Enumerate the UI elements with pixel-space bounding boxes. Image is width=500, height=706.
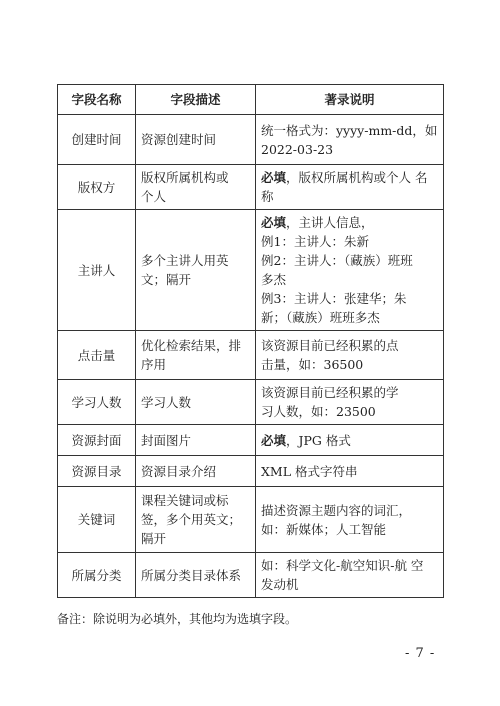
cataloging-note-cell (256, 553, 444, 598)
header-field-name: 字段名称 (58, 85, 136, 115)
field-desc-line: 文；隔开 (141, 272, 192, 287)
cataloging-note-line (261, 575, 438, 594)
note-text: 例2：主讲人：（藏族）班班 (261, 253, 413, 268)
field-name-cell: 资源目录 (58, 456, 136, 487)
field-desc-cell (136, 487, 256, 553)
note-text: 发动机 (261, 577, 299, 592)
table-row (58, 456, 444, 487)
cataloging-note-line (261, 270, 438, 289)
cataloging-note-line (261, 140, 438, 159)
note-text: ，版权所属机构或个人 名 (286, 170, 428, 185)
note-text: 该资源目前已经积累的学 (261, 385, 399, 400)
header-field-desc: 字段描述 (136, 85, 256, 115)
field-desc-line: 版权所属机构或 (141, 170, 229, 185)
required-marker: 必填 (261, 432, 287, 448)
note-text: 2022-03-23 (261, 141, 334, 157)
cataloging-note-cell (256, 115, 444, 165)
field-desc-cell (136, 553, 256, 598)
cataloging-note-line (261, 251, 438, 270)
cataloging-note-line (261, 308, 438, 327)
note-text: 例3：主讲人：张建华；朱 (261, 291, 407, 306)
note-text: 击量，如：36500 (261, 357, 364, 372)
required-marker: 必填 (261, 215, 287, 230)
note-text: 例1：主讲人：朱新 (261, 234, 369, 249)
required-marker: 必填 (261, 170, 287, 185)
note-text: 如：科学文化-航空知识-航 空 (261, 558, 424, 573)
field-desc-cell (136, 115, 256, 165)
table-row (58, 380, 444, 425)
note-text: 称 (261, 189, 274, 204)
field-name-cell: 版权方 (58, 165, 136, 210)
field-desc-line: 所属分类目录体系 (141, 567, 242, 583)
cataloging-note-line (261, 355, 438, 374)
cataloging-note-cell (256, 487, 444, 553)
cataloging-note-cell (256, 425, 444, 456)
field-desc-cell (136, 456, 256, 487)
note-text: 描述资源主题内容的词汇， (261, 502, 412, 518)
table-row (58, 553, 444, 598)
field-desc-line: 资源创建时间 (141, 132, 217, 147)
cataloging-note-line (261, 168, 438, 187)
cataloging-note-line (261, 121, 438, 140)
field-name-cell: 主讲人 (58, 210, 136, 331)
field-desc-line: 课程关键词或标 (141, 493, 229, 508)
field-name-cell: 所属分类 (58, 553, 136, 598)
note-text: ，主讲人信息， (286, 215, 374, 230)
cataloging-note-line (261, 501, 438, 520)
metadata-table (57, 84, 444, 598)
cataloging-note-line (261, 556, 438, 575)
cataloging-note-cell (256, 331, 444, 380)
field-desc-line: 多个主讲人用英 (141, 253, 229, 268)
cataloging-note-line (261, 462, 438, 481)
table-row (58, 331, 444, 380)
cataloging-note-line (261, 187, 438, 206)
cataloging-note-line (261, 232, 438, 251)
field-desc-cell (136, 210, 256, 331)
field-name-cell: 点击量 (58, 331, 136, 380)
note-text: ，JPG 格式 (286, 432, 351, 448)
note-text: 统一格式为：yyyy-mm-dd，如 (261, 122, 438, 138)
table-row (58, 487, 444, 553)
cataloging-note-line (261, 520, 438, 539)
page-number: - 7 - (405, 646, 436, 661)
field-name-cell: 创建时间 (58, 115, 136, 165)
cataloging-note-line (261, 213, 438, 232)
note-text: XML 格式字符串 (261, 463, 358, 479)
field-name-cell: 关键词 (58, 487, 136, 553)
field-desc-line: 优化检索结果，排 (141, 338, 242, 353)
cataloging-note-line (261, 383, 438, 402)
field-desc-line: 资源目录介绍 (141, 463, 217, 479)
table-row (58, 165, 444, 210)
note-text: 新；（藏族）班班多杰 (261, 310, 380, 325)
field-name-cell: 资源封面 (58, 425, 136, 456)
field-desc-cell (136, 425, 256, 456)
note-text: 如：新媒体；人工智能 (261, 521, 387, 537)
table-row (58, 210, 444, 331)
footnote: 备注：除说明为必填外，其他均为选填字段。 (57, 612, 298, 626)
note-text: 多杰 (261, 272, 287, 287)
cataloging-note-line (261, 431, 438, 450)
cataloging-note-line (261, 336, 438, 355)
table-header-row (58, 85, 444, 115)
cataloging-note-line (261, 289, 438, 308)
field-desc-line: 个人 (141, 189, 167, 204)
field-desc-line: 学习人数 (141, 394, 192, 410)
cataloging-note-cell (256, 210, 444, 331)
table-row (58, 425, 444, 456)
field-desc-line: 封面图片 (141, 432, 192, 448)
field-name-cell: 学习人数 (58, 380, 136, 425)
field-desc-line: 签，多个用英文； (141, 512, 242, 527)
note-text: 该资源目前已经积累的点 (261, 338, 399, 353)
field-desc-line: 隔开 (141, 531, 167, 546)
field-desc-cell (136, 380, 256, 425)
note-text: 习人数，如：23500 (261, 404, 376, 419)
cataloging-note-line (261, 402, 438, 421)
field-desc-cell (136, 331, 256, 380)
field-desc-line: 序用 (141, 357, 167, 372)
cataloging-note-cell (256, 456, 444, 487)
header-cataloging-notes: 著录说明 (256, 85, 444, 115)
cataloging-note-cell (256, 165, 444, 210)
table-row (58, 115, 444, 165)
cataloging-note-cell (256, 380, 444, 425)
field-desc-cell (136, 165, 256, 210)
